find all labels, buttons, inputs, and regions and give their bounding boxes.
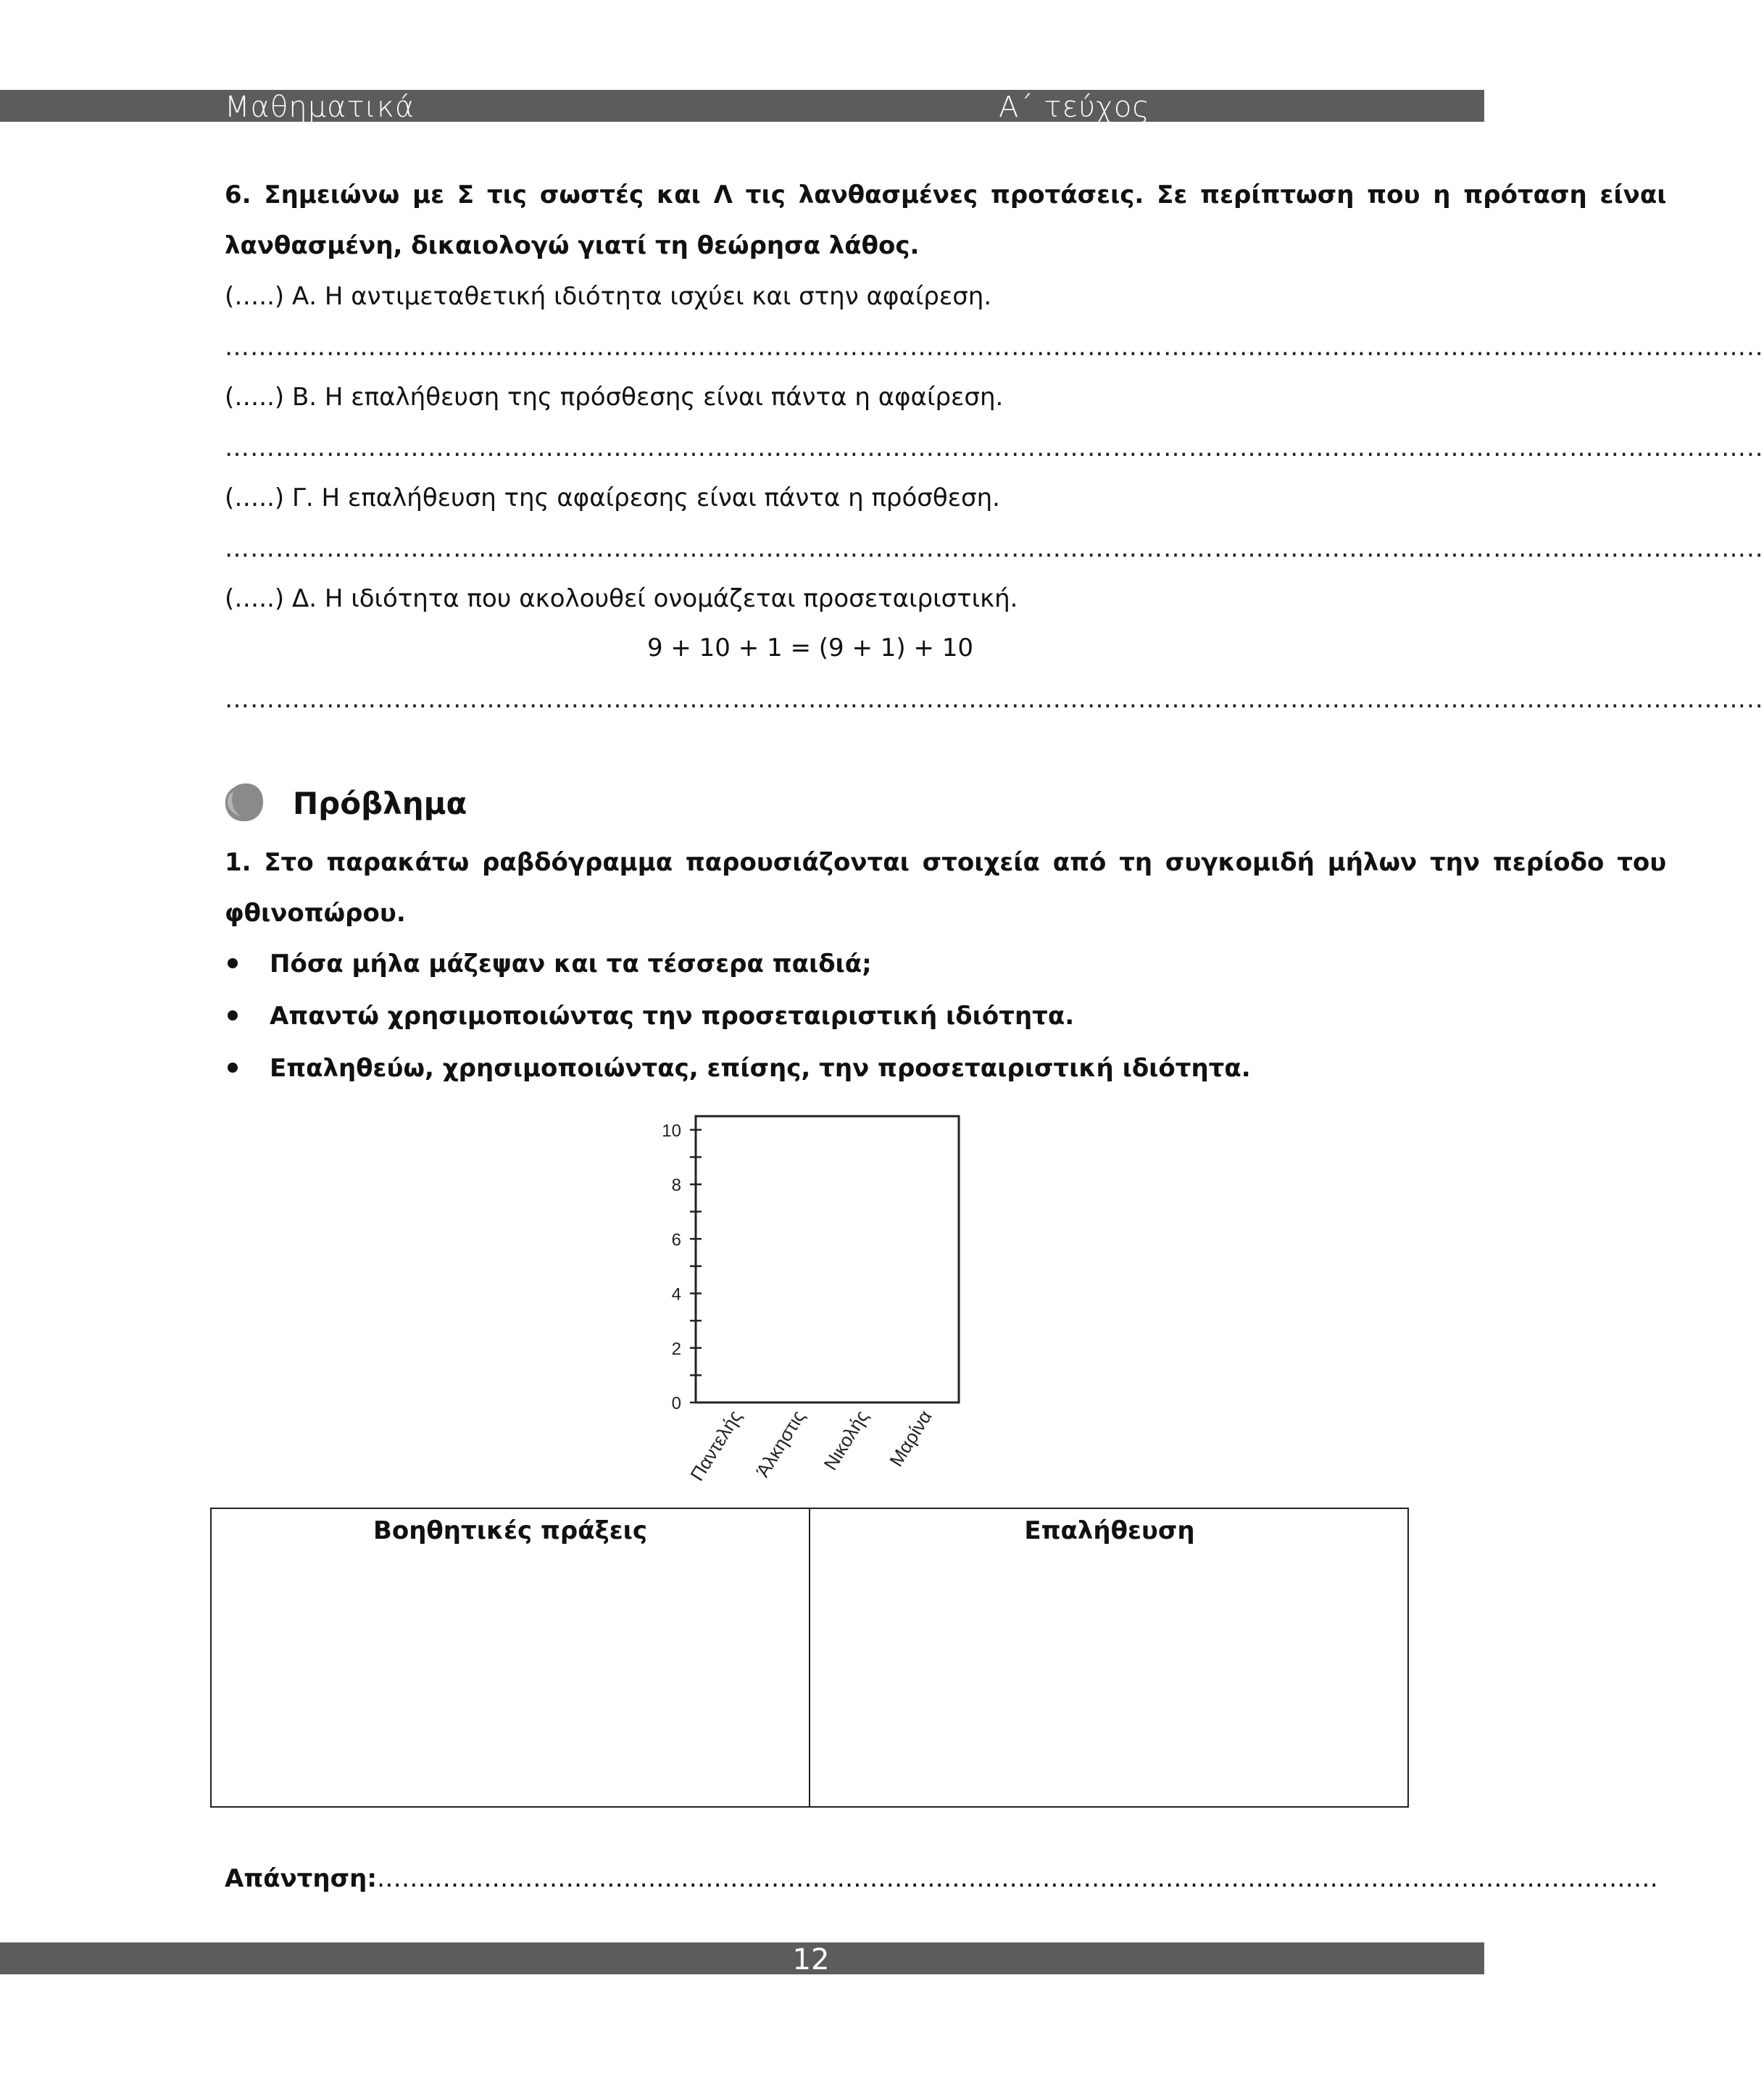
bullet-icon xyxy=(228,958,238,968)
helper-operations-cell[interactable] xyxy=(212,1509,810,1806)
verification-header: Επαλήθευση xyxy=(1024,1516,1195,1545)
header-volume: Α΄ τεύχος xyxy=(999,91,1150,124)
work-table xyxy=(210,1508,1409,1808)
y-tick-label: 4 xyxy=(671,1284,681,1305)
exercise-6-prompt-line2: λανθασμένη, δικαιολογώ γιατί τη θεώρησα λάθος. xyxy=(225,231,920,260)
helper-operations-header: Βοηθητικές πράξεις xyxy=(373,1516,648,1545)
bullet-text: Επαληθεύω, χρησιμοποιώντας, επίσης, την προσεταιριστική ιδιότητα. xyxy=(270,1054,1251,1083)
problem-prompt-line1: 1. Στο παρακάτω ραβδόγραμμα παρουσιάζονται στοιχεία από τη συγκομιδή μήλων την περίοδο του xyxy=(225,848,1667,877)
answer-line xyxy=(225,1861,1658,1896)
answer-dots-b: ……………………………………………………………………………………………………………………………………………………………….. xyxy=(225,433,1764,462)
header-subject: Μαθηματικά xyxy=(225,91,415,124)
bullet-icon xyxy=(228,1010,238,1021)
y-tick-label: 8 xyxy=(671,1176,681,1196)
statement-c: (…..) Γ. Η επαλήθευση της αφαίρεσης είναι πάντα η πρόσθεση. xyxy=(225,483,1000,512)
bullet-text: Απαντώ χρησιμοποιώντας την προσεταιριστική ιδιότητα. xyxy=(270,1002,1075,1031)
answer-dots-a: ……………………………………………………………………………………………………………………………………………………………….. xyxy=(225,333,1764,362)
chart-axes xyxy=(690,1116,959,1402)
exercise-6-prompt-line1: 6. Σημειώνω με Σ τις σωστές και Λ τις λανθασμένες προτάσεις. Σε περίπτωση που η πρόταση είναι xyxy=(225,180,1667,209)
equation: 9 + 10 + 1 = (9 + 1) + 10 xyxy=(646,633,974,662)
answer-label: Απάντηση: xyxy=(225,1864,377,1893)
bullet-icon xyxy=(228,1063,238,1073)
statement-d: (…..) Δ. Η ιδιότητα που ακολουθεί ονομάζεται προσεταιριστική. xyxy=(225,584,1018,613)
verification-cell[interactable] xyxy=(810,1509,1409,1806)
x-tick-label: Νικολής xyxy=(819,1406,873,1474)
footer-band xyxy=(0,1942,1484,1977)
problem-blob-icon xyxy=(223,781,265,823)
answer-dots-c: ……………………………………………………………………………………………………………………………………………………………….. xyxy=(225,534,1764,563)
problem-prompt-line2: φθινοπώρου. xyxy=(225,899,406,928)
statement-a: (…..) Α. Η αντιμεταθετική ιδιότητα ισχύει και στην αφαίρεση. xyxy=(225,282,992,311)
bullet-text: Πόσα μήλα μάζεψαν και τα τέσσερα παιδιά; xyxy=(270,949,872,978)
chart-y-ticks xyxy=(662,1121,681,1413)
chart-frame xyxy=(696,1116,959,1402)
statement-b: (…..) Β. Η επαλήθευση της πρόσθεσης είναι πάντα η αφαίρεση. xyxy=(225,383,1004,412)
y-tick-label: 6 xyxy=(671,1230,681,1250)
chart-x-labels xyxy=(686,1406,936,1484)
page-number: 12 xyxy=(792,1943,830,1977)
answer-dots-d: ……………………………………………………………………………………………………………………………………………………………….. xyxy=(225,685,1764,714)
x-tick-label: Παντελής xyxy=(686,1406,746,1485)
y-tick-label: 2 xyxy=(671,1339,681,1359)
apple-harvest-bar-chart xyxy=(638,1109,971,1500)
y-tick-label: 10 xyxy=(662,1121,681,1141)
header-band xyxy=(0,90,1484,122)
x-tick-label: Μαρίνα xyxy=(885,1406,936,1471)
y-tick-label: 0 xyxy=(671,1394,681,1413)
answer-dots[interactable]: ………………………………………………………………………………………………………………………………………… xyxy=(376,1864,1658,1893)
problem-title: Πρόβλημα xyxy=(293,786,467,821)
x-tick-label: Άλκηστις xyxy=(752,1406,810,1481)
